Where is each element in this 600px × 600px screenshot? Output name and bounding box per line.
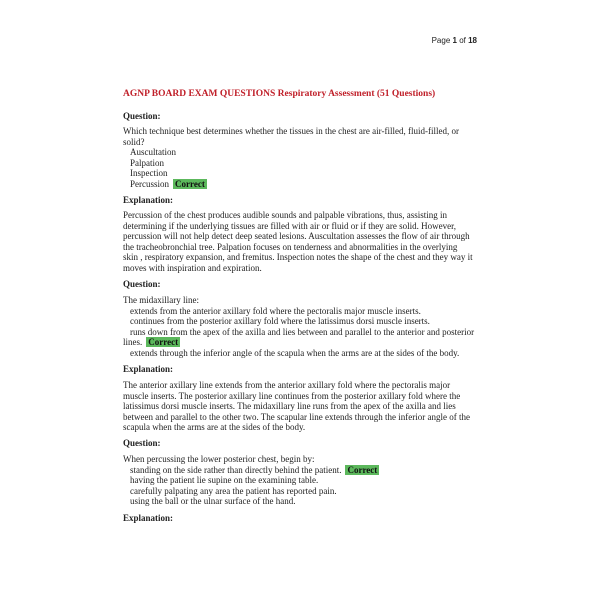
explanation-line: percussion will not help detect deep seated lesions. Auscultation assesses the flow of air through <box>123 231 470 242</box>
explanation-heading: Explanation: <box>123 364 174 374</box>
question-1 <box>123 126 459 190</box>
answer-option: Inspection <box>130 168 168 179</box>
answer-option: extends from the anterior axillary fold where the pectoralis major muscle inserts. <box>130 305 421 316</box>
question-heading: Question: <box>123 279 161 289</box>
question-stem: When percussing the lower posterior chest, begin by: <box>123 454 315 464</box>
explanation-line: scapula when the arms are at the sides of the body. <box>123 422 306 433</box>
answer-option: continues from the posterior axillary fold where the latissimus dorsi muscle inserts. <box>130 316 430 327</box>
answer-option: using the ball or the ulnar surface of the hand. <box>130 496 296 507</box>
answer-option: having the patient lie supine on the examining table. <box>130 475 319 486</box>
correct-badge: Correct <box>148 337 179 348</box>
answer-option: Percussion Correct <box>130 178 205 189</box>
answer-option: standing on the side rather than directly behind the patient. Correct <box>130 464 378 475</box>
question-heading: Question: <box>123 438 161 448</box>
explanation-line: The anterior axillary line extends from the anterior axillary fold where the pectoralis major <box>123 380 451 390</box>
answer-option: Palpation <box>130 157 164 168</box>
explanation-line: determining if the underlying tissues are filled with air or fluid or if they are solid. However, <box>123 220 457 231</box>
question-2 <box>123 295 474 359</box>
explanation-line: muscle inserts. The posterior axillary line continues from the posterior axillary fold where the <box>123 390 461 401</box>
page-number: Page 1 of 18 <box>431 36 477 45</box>
explanation-line: Percussion of the chest produces audible sounds and palpable vibrations, thus, assisting in <box>123 210 447 220</box>
explanation-line: between and parallel to the other two. The scapular line extends through the inferior angle of the <box>123 411 470 422</box>
explanation-heading: Explanation: <box>123 513 174 523</box>
explanation-heading: Explanation: <box>123 195 174 205</box>
document-title: AGNP BOARD EXAM QUESTIONS Respiratory Assessment (51 Questions) <box>123 89 436 99</box>
question-stem: solid? <box>123 136 145 147</box>
explanation-line: latissimus dorsi muscle inserts. The midaxillary line runs from the apex of the axilla and lies <box>123 401 456 412</box>
answer-option: Auscultation <box>130 147 176 158</box>
explanation-line: the tracheobronchial tree. Palpation focuses on tenderness and abnormalities in the overlying <box>123 241 458 252</box>
explanation-1 <box>123 210 473 274</box>
question-stem: The midaxillary line: <box>123 295 199 305</box>
question-stem: Which technique best determines whether the tissues in the chest are air-filled, fluid-filled, or <box>123 126 459 136</box>
explanation-line: moves with inspiration and expiration. <box>123 262 262 273</box>
answer-option: carefully palpating any area the patient has reported pain. <box>130 485 337 496</box>
answer-option: lines. Correct <box>123 337 179 348</box>
answer-option: extends through the inferior angle of the scapula when the arms are at the sides of the body. <box>130 347 460 358</box>
correct-badge: Correct <box>175 178 205 189</box>
question-heading: Question: <box>123 111 161 121</box>
explanation-line: skin , respiratory expansion, and fremitus. Inspection notes the shape of the chest and they way it <box>123 252 473 263</box>
correct-badge: Correct <box>347 464 378 475</box>
question-3 <box>123 454 379 507</box>
answer-option: runs down from the apex of the axilla and lies between and parallel to the anterior and posterior <box>130 326 475 337</box>
explanation-2 <box>123 380 470 433</box>
